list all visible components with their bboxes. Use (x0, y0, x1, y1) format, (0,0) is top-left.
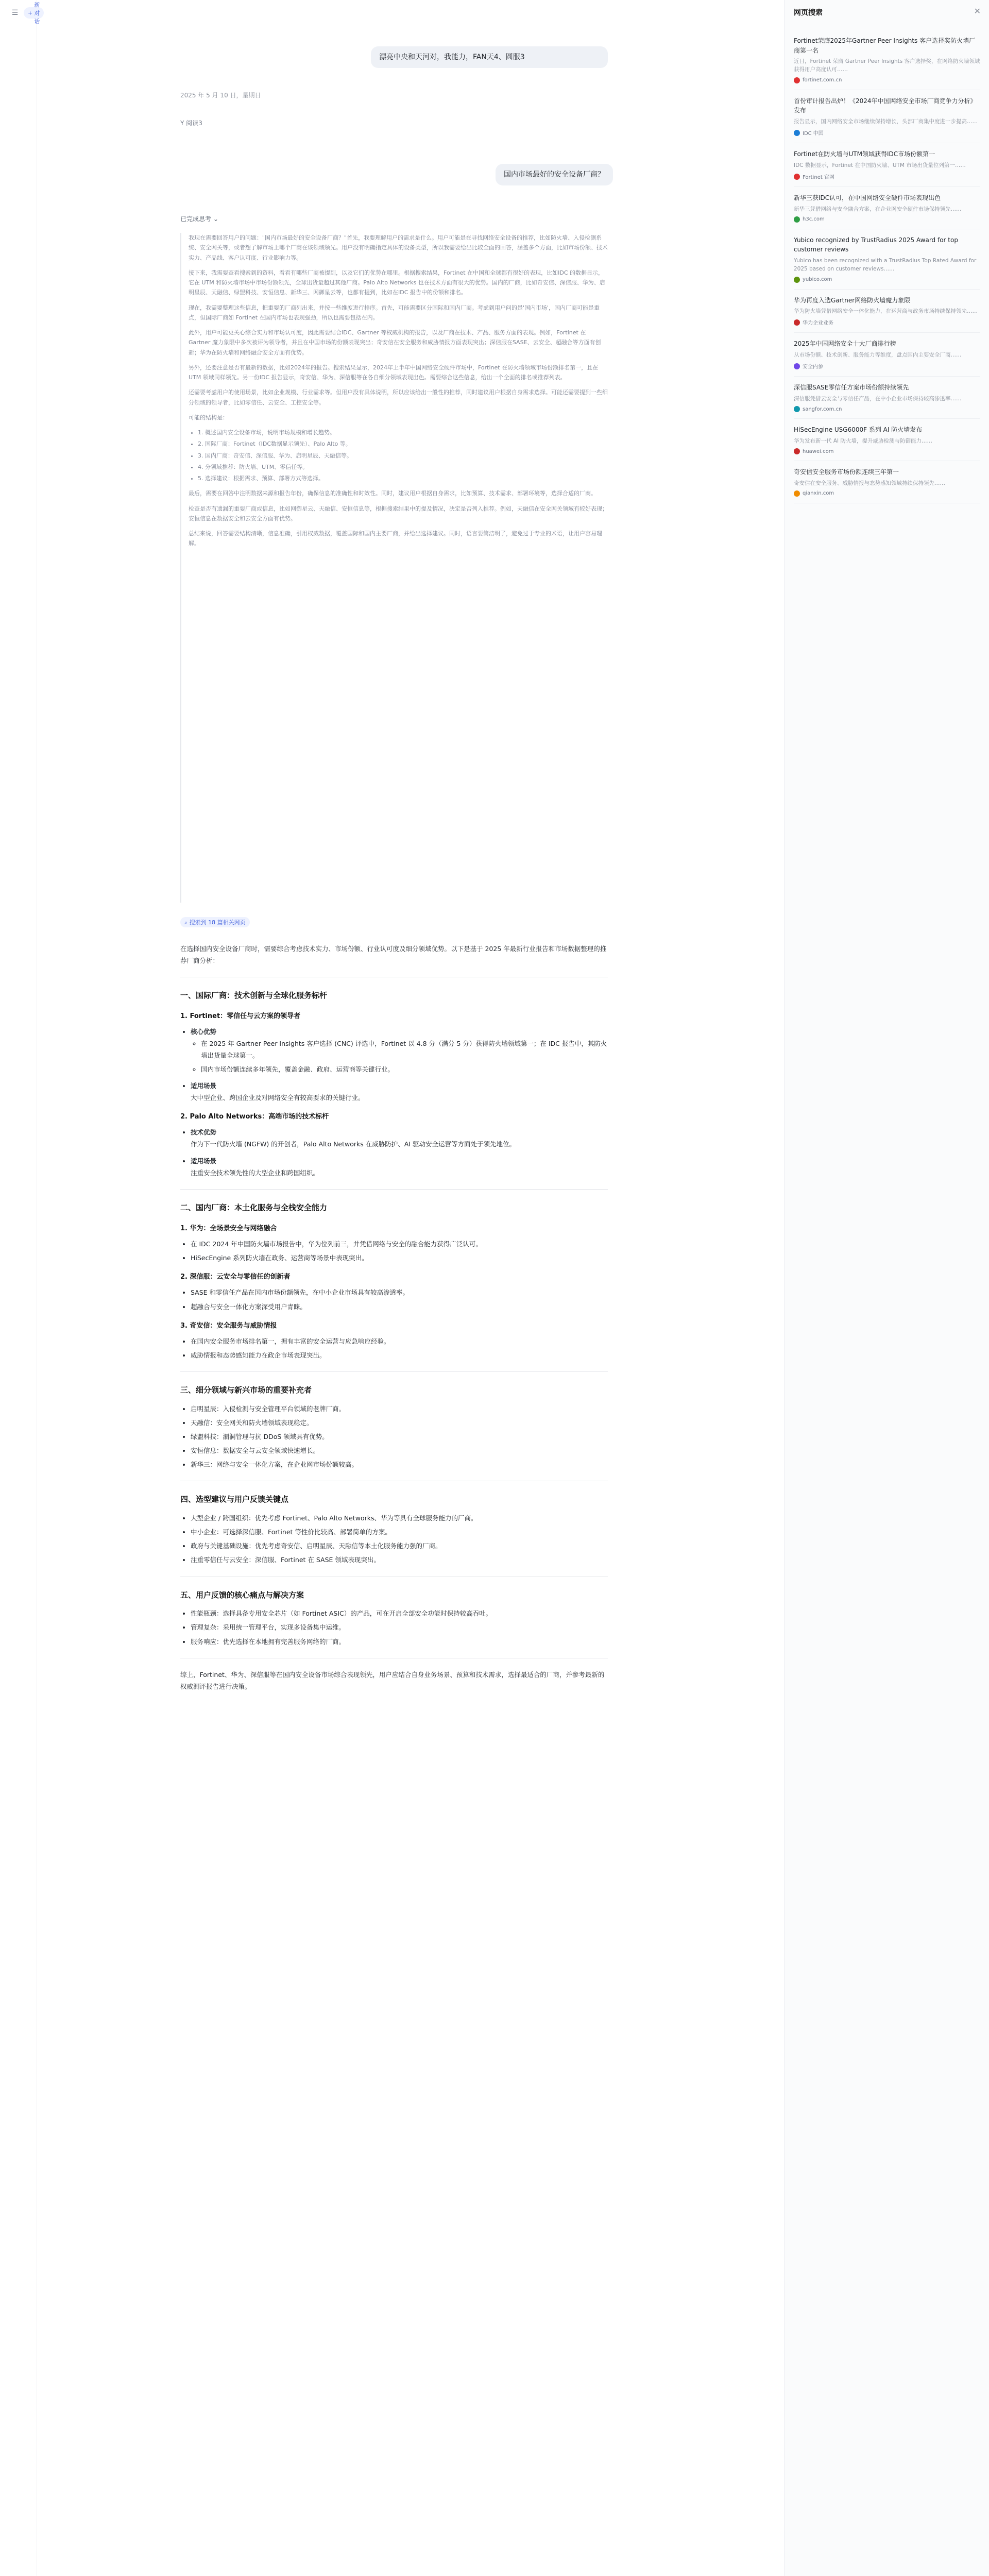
thinking-paragraph: 我现在需要回答用户的问题："国内市场最好的安全设备厂商？"首先，我要理解用户的需求是什么。用户可能是在寻找网络安全设备的推荐，比如防火墙、入侵检测系统、安全网关等，或者想了解市场上哪个厂商在该领域领先。用户没有明确指定具体的设备类型，所以我需要给出比较全面的回答，涵盖多个方面，比如市场份额、技术实力、产品线、客户认可度、行业影响力等。 (189, 234, 608, 261)
divider (180, 1189, 608, 1190)
reference-label[interactable]: Y 阅读3 (180, 120, 202, 127)
list-item (191, 1026, 608, 1076)
result-title[interactable]: 首份审计报告出炉！《2024年中国网络安全市场厂商竞争力分析》发布 (794, 97, 977, 114)
result-title[interactable]: 新华三获IDC认可，在中国网络安全硬件市场表现出色 (794, 194, 941, 202)
site-favicon-icon (794, 363, 800, 369)
bullet-list (201, 1038, 608, 1075)
sidebar-toggle-icon[interactable]: ☰ (11, 9, 19, 17)
search-result-item[interactable] (794, 419, 980, 461)
list-item: • 政府与关键基础设施：优先考虑奇安信、启明星辰、天融信等本土化服务能力强的厂商。 (191, 1540, 608, 1552)
chevron-down-icon: ⌄ (213, 215, 218, 223)
list-item: • 在国内安全服务市场排名第一，拥有丰富的安全运营与应急响应经验。 (191, 1335, 608, 1347)
site-favicon-icon (794, 174, 800, 180)
result-title[interactable]: 深信服SASE零信任方案市场份额持续领先 (794, 384, 909, 392)
result-source (794, 490, 980, 497)
list-item: • HiSecEngine 系列防火墙在政务、运营商等场景中表现突出。 (191, 1252, 608, 1264)
bullet-label: 适用场景 (191, 1157, 217, 1165)
thinking-list-item: • 5. 选择建议：根据需求、预算、部署方式等选择。 (198, 473, 608, 483)
result-source-label: IDC 中国 (803, 131, 824, 137)
result-source-label: h3c.com (803, 216, 825, 223)
search-results-label: 搜索到 18 篇相关网页 (189, 919, 246, 926)
site-favicon-icon (794, 319, 800, 326)
bullet-text: 注重安全技术领先性的大型企业和跨国组织。 (191, 1169, 320, 1177)
site-favicon-icon (794, 77, 800, 83)
result-source-label: yubico.com (803, 277, 832, 283)
thinking-list-item: • 1. 概述国内安全设备市场，说明市场规模和增长趋势。 (198, 428, 608, 437)
list-item: • 启明星辰：入侵检测与安全管理平台领域的老牌厂商。 (191, 1403, 608, 1415)
result-source (794, 406, 980, 412)
bullet-list (191, 1512, 608, 1566)
list-item: • 服务响应：优先选择在本地拥有完善服务网络的厂商。 (191, 1636, 608, 1648)
site-favicon-icon (794, 130, 800, 136)
conversation-date: 2025 年 5 月 10 日，星期日 (180, 92, 261, 99)
list-item: • 大型企业 / 跨国组织：优先考虑 Fortinet、Palo Alto Networks、华为等具有全球服务能力的厂商。 (191, 1512, 608, 1524)
search-results-chip[interactable] (180, 917, 250, 927)
list-item: • SASE 和零信任产品在国内市场份额领先，在中小企业市场具有较高渗透率。 (191, 1286, 608, 1298)
list-item: • 安恒信息：数据安全与云安全领域快速增长。 (191, 1445, 608, 1456)
thinking-toggle[interactable] (180, 214, 218, 223)
search-result-item[interactable] (794, 229, 980, 290)
result-snippet: IDC 数据显示，Fortinet 在中国防火墙、UTM 市场出货量位列第一…… (794, 162, 966, 168)
result-source (794, 318, 980, 326)
result-source-label: 华为企业业务 (803, 320, 833, 327)
search-result-item[interactable] (794, 290, 980, 333)
list-item: • 绿盟科技：漏洞管理与抗 DDoS 领域具有优势。 (191, 1431, 608, 1443)
section-heading: 二、国内厂商：本土化服务与全栈安全能力 (180, 1203, 328, 1213)
result-snippet: 奇安信在安全服务、威胁情报与态势感知领域持续保持领先…… (794, 480, 945, 486)
search-results-list (794, 30, 980, 503)
plus-icon: + (28, 9, 33, 16)
result-snippet: 深信服凭借云安全与零信任产品，在中小企业市场保持较高渗透率…… (794, 395, 962, 402)
site-favicon-icon (794, 406, 800, 412)
site-favicon-icon (794, 448, 800, 454)
conversation-area (37, 0, 784, 2576)
new-chat-label: 新对话 (34, 2, 40, 25)
bullet-list (191, 1238, 608, 1264)
site-favicon-icon (794, 277, 800, 283)
thinking-label: 已完成思考 (180, 215, 212, 223)
section-heading: 一、国际厂商：技术创新与全球化服务标杆 (180, 991, 328, 1001)
list-item: • 天融信：安全网关和防火墙领域表现稳定。 (191, 1417, 608, 1429)
result-source-label: qianxin.com (803, 490, 834, 497)
result-snippet: Yubico has been recognized with a TrustRadius Top Rated Award for 2025 based on customer reviews…… (794, 258, 977, 273)
result-title[interactable]: Fortinet荣膺2025年Gartner Peer Insights 客户选择奖防火墙厂商第一名 (794, 37, 976, 54)
result-source (794, 448, 980, 454)
result-source-label: sangfor.com.cn (803, 406, 842, 412)
list-item: • 管理复杂：采用统一管理平台，实现多设备集中运维。 (191, 1621, 608, 1633)
search-result-item[interactable] (794, 30, 980, 90)
section-heading: 五、用户反馈的核心痛点与解决方案 (180, 1590, 304, 1600)
answer-intro: 在选择国内安全设备厂商时，需要综合考虑技术实力、市场份额、行业认可度及细分领域优势。以下是基于 2025 年最新行业报告和市场数据整理的推荐厂商分析： (180, 945, 607, 965)
list-item (191, 1080, 608, 1104)
section-heading: 四、选型建议与用户反馈关键点 (180, 1495, 289, 1504)
search-result-item[interactable] (794, 377, 980, 419)
left-rail (0, 0, 40, 2576)
result-source-label: Fortinet 官网 (803, 175, 834, 181)
bullet-list (191, 1126, 608, 1179)
result-snippet: 报告显示，国内网络安全市场继续保持增长，头部厂商集中度进一步提高…… (794, 118, 978, 125)
list-item: • 在 IDC 2024 年中国防火墙市场报告中，华为位列前三，并凭借网络与安全的融合能力获得广泛认可。 (191, 1238, 608, 1250)
result-source (794, 277, 980, 283)
answer-body (180, 943, 608, 2576)
thinking-list-item: • 2. 国际厂商：Fortinet（IDC数据显示领先）、Palo Alto 等。 (198, 439, 608, 449)
result-title[interactable]: HiSecEngine USG6000F 系列 AI 防火墙发布 (794, 426, 923, 434)
result-source (794, 173, 980, 180)
question-text: 国内市场最好的安全设备厂商？ (504, 171, 605, 179)
result-snippet: 华为发布新一代 AI 防火墙，提升威胁检测与防御能力…… (794, 437, 932, 444)
thinking-list-item: • 3. 国内厂商：奇安信、深信服、华为、启明星辰、天融信等。 (198, 451, 608, 461)
divider (180, 1371, 608, 1372)
thinking-list (198, 428, 608, 483)
subsection-heading: 2. 深信服：云安全与零信任的创新者 (180, 1273, 291, 1281)
list-item (191, 1155, 608, 1179)
list-item: • 新华三：网络与安全一体化方案，在企业网市场份额较高。 (191, 1459, 608, 1470)
answer-conclusion: 综上，Fortinet、华为、深信服等在国内安全设备市场综合表现领先，用户应结合自身业务场景、预算和技术需求，选择最适合的厂商，并参考最新的权威测评报告进行决策。 (180, 1670, 605, 1690)
search-result-item[interactable] (794, 90, 980, 143)
user-message-text: 漂亮中央和天河对，我能力，FAN天4、圆服3 (379, 53, 525, 61)
result-snippet: 从市场份额、技术创新、服务能力等维度，盘点国内主要安全厂商…… (794, 352, 962, 359)
result-title[interactable]: 华为再度入选Gartner网络防火墙魔力象限 (794, 296, 911, 304)
user-message-question (496, 164, 613, 185)
search-results-panel (784, 0, 989, 2576)
search-result-item[interactable] (794, 333, 980, 377)
subsection-heading: 3. 奇安信：安全服务与威胁情报 (180, 1321, 277, 1330)
result-source-label: fortinet.com.cn (803, 77, 842, 83)
search-result-item[interactable] (794, 143, 980, 187)
result-snippet: 近日，Fortinet 荣膺 Gartner Peer Insights 客户选择奖，在网络防火墙领域获得用户高度认可…… (794, 58, 980, 73)
result-source-label: huawei.com (803, 448, 834, 454)
thinking-paragraph: 最后，需要在回答中注明数据来源和报告年份，确保信息的准确性和时效性。同时，建议用户根据自身需求，比如预算、技术需求、部署环境等，选择合适的厂商。 (189, 490, 596, 497)
result-snippet: 新华三凭借网络与安全融合方案，在企业网安全硬件市场保持领先…… (794, 206, 962, 212)
thinking-paragraph: 现在，我需要整理这些信息，把重要的厂商列出来，并按一些维度进行排序。首先，可能需要区分国际和国内厂商。考虑到用户问的是'国内市场'，国内厂商可能是重点，但国际厂商如 Fortinet 在国内市场也表现强劲，所以也需要包括在内。 (189, 304, 600, 321)
thinking-list-item: • 4. 分领域推荐：防火墙、UTM、零信任等。 (198, 462, 608, 472)
result-title[interactable]: Yubico recognized by TrustRadius 2025 Award for top customer reviews (794, 236, 958, 253)
bullet-label: 核心优势 (191, 1028, 217, 1036)
user-message-previous (371, 46, 608, 68)
search-icon: ⌕ (184, 919, 188, 926)
thinking-paragraph: 另外，还要注意是否有最新的数据，比如2024年的报告。搜索结果显示，2024年上半年中国网络安全硬件市场中，Fortinet 在防火墙领域市场份额排名第一，且在UTM 领域同样领先。另一份IDC 报告显示，奇安信、华为、深信服等在各自细分领域表现出色。需要综合这些信息，给出一个全面的排名或推荐列表。 (189, 364, 599, 381)
result-title[interactable]: 奇安信安全服务市场份额连续三年第一 (794, 468, 899, 476)
result-title[interactable]: 2025年中国网络安全十大厂商排行榜 (794, 340, 896, 348)
bullet-text: 大中型企业、跨国企业及对网络安全有较高要求的关键行业。 (191, 1093, 365, 1101)
list-item: • 威胁情报和态势感知能力在政企市场表现突出。 (191, 1349, 608, 1361)
result-snippet: 华为防火墙凭借网络安全一体化能力，在运营商与政务市场持续保持领先…… (794, 308, 978, 315)
close-icon[interactable]: ✕ (974, 6, 981, 16)
thinking-paragraph: 此外，用户可能更关心综合实力和市场认可度，因此需要结合IDC、Gartner 等权威机构的报告，以及厂商在技术、产品、服务方面的表现。例如，Fortinet 在 Gartner 魔力象限中多次被评为领导者，并且在中国市场的份额表现突出；奇安信在安全服务和威胁情报方面表现突出；深信服在SASE、云安全、超融合等方面有创新；华为在防火墙和网络融合安全方面有优势。 (189, 329, 601, 356)
thinking-paragraph: 检查是否有遗漏的重要厂商或信息，比如网御星云、天融信、安恒信息等，根据搜索结果中的提及情况，决定是否列入推荐。例如，天融信在安全网关领域有较好表现；安恒信息在数据安全和云安全方面有优势。 (189, 505, 608, 522)
thinking-paragraph: 接下来，我需要查看搜索到的资料，看看有哪些厂商被提到，以及它们的优势在哪里。根据搜索结果，Fortinet 在中国和全球都有很好的表现，比如IDC 的数据显示，它在 UTM 和防火墙市场中市场份额领先，全球出货量超过其他厂商。Palo Alto Networks 也在技术方面有很大的优势。国内的厂商，比如奇安信、深信服、华为、启明星辰、天融信、绿盟科技、安恒信息、新华三、网御星云等，也都有提到，比如在IDC 报告中的份额和排名。 (189, 269, 605, 296)
result-source (794, 129, 980, 137)
thinking-content (180, 233, 608, 903)
thinking-paragraph: 可能的结构是： (189, 414, 228, 421)
thinking-paragraph: 还需要考虑用户的使用场景，比如企业规模、行业需求等。但用户没有具体说明，所以应该给出一般性的推荐，同时建议用户根据自身需求选择。可能还需要提到一些细分领域的领导者，比如零信任、云安全、工控安全等。 (189, 389, 608, 406)
list-item: • 性能瓶颈：选择具备专用安全芯片（如 Fortinet ASIC）的产品，可在开启全部安全功能时保持较高吞吐。 (191, 1607, 608, 1619)
bullet-list (191, 1403, 608, 1471)
search-result-item[interactable] (794, 461, 980, 503)
search-result-item[interactable] (794, 187, 980, 229)
site-favicon-icon (794, 490, 800, 497)
section-heading: 三、细分领域与新兴市场的重要补充者 (180, 1385, 312, 1395)
result-source-label: 安全内参 (803, 364, 823, 370)
site-favicon-icon (794, 216, 800, 223)
thinking-paragraph: 总结来说，回答需要结构清晰，信息准确，引用权威数据，覆盖国际和国内主要厂商，并给出选择建议。同时，语言要简洁明了，避免过于专业的术语，让用户容易理解。 (189, 530, 602, 547)
result-source (794, 77, 980, 83)
bullet-label: 适用场景 (191, 1081, 217, 1090)
subsection-heading: 2. Palo Alto Networks：高端市场的技术标杆 (180, 1112, 329, 1121)
bullet-list (191, 1335, 608, 1361)
bullet-list (191, 1286, 608, 1312)
result-source (794, 216, 980, 223)
list-item: • 注重零信任与云安全：深信服、Fortinet 在 SASE 领域表现突出。 (191, 1554, 608, 1566)
list-item: ◦ 在 2025 年 Gartner Peer Insights 客户选择 (CNC) 评选中，Fortinet 以 4.8 分（满分 5 分）获得防火墙领域第一；在 IDC 报告中，其防火墙出货量全球第一。 (201, 1038, 608, 1061)
bullet-text: 作为下一代防火墙 (NGFW) 的开创者，Palo Alto Networks 在威胁防护、AI 驱动安全运营等方面处于领先地位。 (191, 1140, 516, 1148)
result-source (794, 362, 980, 370)
list-item: ◦ 国内市场份额连续多年领先，覆盖金融、政府、运营商等关键行业。 (201, 1063, 608, 1075)
bullet-list (191, 1026, 608, 1104)
result-title[interactable]: Fortinet在防火墙与UTM领域获得IDC市场份额第一 (794, 150, 935, 158)
list-item (191, 1126, 608, 1150)
bullet-label: 技术优势 (191, 1128, 217, 1136)
subsection-heading: 1. Fortinet：零信任与云方案的领导者 (180, 1012, 301, 1020)
list-item: • 中小企业：可选择深信服、Fortinet 等性价比较高、部署简单的方案。 (191, 1526, 608, 1538)
subsection-heading: 1. 华为：全场景安全与网络融合 (180, 1225, 277, 1233)
bullet-list (191, 1607, 608, 1647)
list-item: • 超融合与安全一体化方案深受用户青睐。 (191, 1301, 608, 1313)
panel-title: 网页搜索 (794, 9, 823, 17)
